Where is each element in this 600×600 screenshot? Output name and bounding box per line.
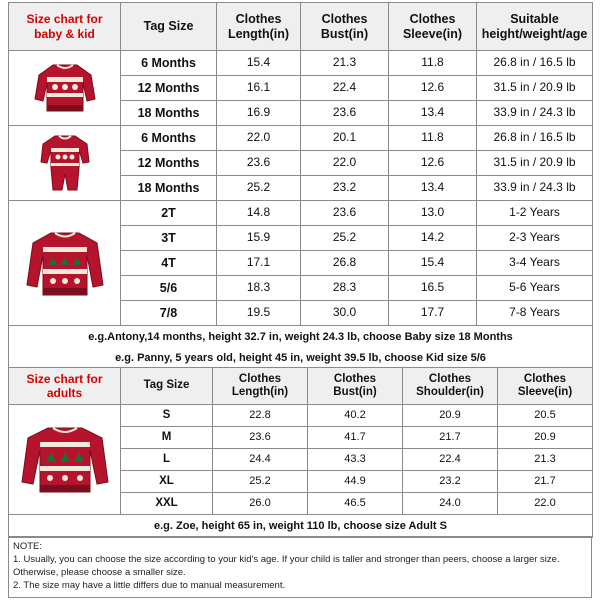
measurement-cell: 17.7 xyxy=(389,301,477,326)
measurement-cell: 15.4 xyxy=(217,51,301,76)
measurement-cell: 22.4 xyxy=(403,449,498,471)
measurement-cell: 40.2 xyxy=(308,405,403,427)
header-suitable: Suitable height/weight/age xyxy=(477,3,593,51)
measurement-cell: 22.0 xyxy=(498,493,593,515)
measurement-cell: 7-8 Years xyxy=(477,301,593,326)
tag-size-cell: 7/8 xyxy=(121,301,217,326)
measurement-cell: 3-4 Years xyxy=(477,251,593,276)
tag-size-cell: 12 Months xyxy=(121,76,217,101)
measurement-cell: 22.0 xyxy=(301,151,389,176)
tag-size-cell: 3T xyxy=(121,226,217,251)
note-2: 2. The size may have a little differs due to manual measurement. xyxy=(13,580,286,591)
measurement-cell: 22.8 xyxy=(213,405,308,427)
adult-size-table xyxy=(8,367,593,538)
measurement-cell: 15.4 xyxy=(389,251,477,276)
measurement-cell: 16.5 xyxy=(389,276,477,301)
measurement-cell: 30.0 xyxy=(301,301,389,326)
header-length: Clothes Length(in) xyxy=(213,368,308,405)
tag-size-cell: L xyxy=(121,449,213,471)
tag-size-cell: S xyxy=(121,405,213,427)
measurement-cell: 19.5 xyxy=(217,301,301,326)
measurement-cell: 15.9 xyxy=(217,226,301,251)
measurement-cell: 22.0 xyxy=(217,126,301,151)
kids-size-table xyxy=(8,2,593,369)
tag-size-cell: 5/6 xyxy=(121,276,217,301)
measurement-cell: 11.8 xyxy=(389,126,477,151)
measurement-cell: 21.7 xyxy=(498,471,593,493)
kids-chart-title: Size chart for baby & kid xyxy=(9,3,121,51)
measurement-cell: 21.3 xyxy=(301,51,389,76)
kids-example-1: e.g.Antony,14 months, height 32.7 in, weight 24.3 lb, choose Baby size 18 Months xyxy=(9,326,593,349)
measurement-cell: 13.4 xyxy=(389,176,477,201)
header-shoulder: Clothes Shoulder(in) xyxy=(403,368,498,405)
measurement-cell: 14.8 xyxy=(217,201,301,226)
measurement-cell: 11.8 xyxy=(389,51,477,76)
measurement-cell: 24.0 xyxy=(403,493,498,515)
header-bust: Clothes Bust(in) xyxy=(301,3,389,51)
measurement-cell: 21.3 xyxy=(498,449,593,471)
tag-size-cell: XXL xyxy=(121,493,213,515)
header-tag-size: Tag Size xyxy=(121,3,217,51)
tag-size-cell: 18 Months xyxy=(121,176,217,201)
table-row xyxy=(9,51,593,76)
tag-size-cell: 6 Months xyxy=(121,126,217,151)
header-sleeve: Clothes Sleeve(in) xyxy=(389,3,477,51)
measurement-cell: 28.3 xyxy=(301,276,389,301)
measurement-cell: 22.4 xyxy=(301,76,389,101)
notes-box xyxy=(8,536,592,598)
measurement-cell: 2-3 Years xyxy=(477,226,593,251)
measurement-cell: 43.3 xyxy=(308,449,403,471)
measurement-cell: 1-2 Years xyxy=(477,201,593,226)
baby-romper-image xyxy=(9,126,121,201)
measurement-cell: 20.9 xyxy=(403,405,498,427)
adult-chart-title: Size chart for adults xyxy=(9,368,121,405)
baby-sweater-image xyxy=(9,51,121,126)
measurement-cell: 13.4 xyxy=(389,101,477,126)
tag-size-cell: 2T xyxy=(121,201,217,226)
measurement-cell: 26.0 xyxy=(213,493,308,515)
header-length: Clothes Length(in) xyxy=(217,3,301,51)
tag-size-cell: 4T xyxy=(121,251,217,276)
measurement-cell: 14.2 xyxy=(389,226,477,251)
measurement-cell: 20.5 xyxy=(498,405,593,427)
measurement-cell: 26.8 in / 16.5 lb xyxy=(477,51,593,76)
table-row xyxy=(9,126,593,151)
measurement-cell: 24.4 xyxy=(213,449,308,471)
header-tag-size: Tag Size xyxy=(121,368,213,405)
measurement-cell: 26.8 in / 16.5 lb xyxy=(477,126,593,151)
measurement-cell: 25.2 xyxy=(217,176,301,201)
adult-example: e.g. Zoe, height 65 in, weight 110 lb, choose size Adult S xyxy=(9,515,593,538)
tag-size-cell: 6 Months xyxy=(121,51,217,76)
measurement-cell: 16.9 xyxy=(217,101,301,126)
measurement-cell: 12.6 xyxy=(389,151,477,176)
measurement-cell: 26.8 xyxy=(301,251,389,276)
header-bust: Clothes Bust(in) xyxy=(308,368,403,405)
measurement-cell: 21.7 xyxy=(403,427,498,449)
tag-size-cell: XL xyxy=(121,471,213,493)
measurement-cell: 33.9 in / 24.3 lb xyxy=(477,176,593,201)
measurement-cell: 44.9 xyxy=(308,471,403,493)
measurement-cell: 13.0 xyxy=(389,201,477,226)
notes-title: NOTE: xyxy=(13,541,43,552)
kids-example-2: e.g. Panny, 5 years old, height 45 in, weight 39.5 lb, choose Kid size 5/6 xyxy=(9,348,593,369)
measurement-cell: 16.1 xyxy=(217,76,301,101)
tag-size-cell: 12 Months xyxy=(121,151,217,176)
tag-size-cell: 18 Months xyxy=(121,101,217,126)
measurement-cell: 20.1 xyxy=(301,126,389,151)
measurement-cell: 5-6 Years xyxy=(477,276,593,301)
measurement-cell: 23.6 xyxy=(301,101,389,126)
measurement-cell: 33.9 in / 24.3 lb xyxy=(477,101,593,126)
measurement-cell: 23.2 xyxy=(403,471,498,493)
adult-sweater-image xyxy=(9,405,121,515)
measurement-cell: 46.5 xyxy=(308,493,403,515)
measurement-cell: 18.3 xyxy=(217,276,301,301)
measurement-cell: 12.6 xyxy=(389,76,477,101)
measurement-cell: 23.6 xyxy=(217,151,301,176)
measurement-cell: 25.2 xyxy=(301,226,389,251)
kid-sweater-image xyxy=(9,201,121,326)
measurement-cell: 23.6 xyxy=(213,427,308,449)
measurement-cell: 25.2 xyxy=(213,471,308,493)
note-1: 1. Usually, you can choose the size according to your kid's age. If your child is taller and stronger than peers, choose a larger size. Otherwise, please choose a smaller size. xyxy=(13,554,560,578)
tag-size-cell: M xyxy=(121,427,213,449)
measurement-cell: 17.1 xyxy=(217,251,301,276)
measurement-cell: 41.7 xyxy=(308,427,403,449)
measurement-cell: 31.5 in / 20.9 lb xyxy=(477,76,593,101)
measurement-cell: 23.6 xyxy=(301,201,389,226)
measurement-cell: 31.5 in / 20.9 lb xyxy=(477,151,593,176)
table-row xyxy=(9,405,593,427)
table-row xyxy=(9,201,593,226)
measurement-cell: 23.2 xyxy=(301,176,389,201)
header-sleeve: Clothes Sleeve(in) xyxy=(498,368,593,405)
measurement-cell: 20.9 xyxy=(498,427,593,449)
